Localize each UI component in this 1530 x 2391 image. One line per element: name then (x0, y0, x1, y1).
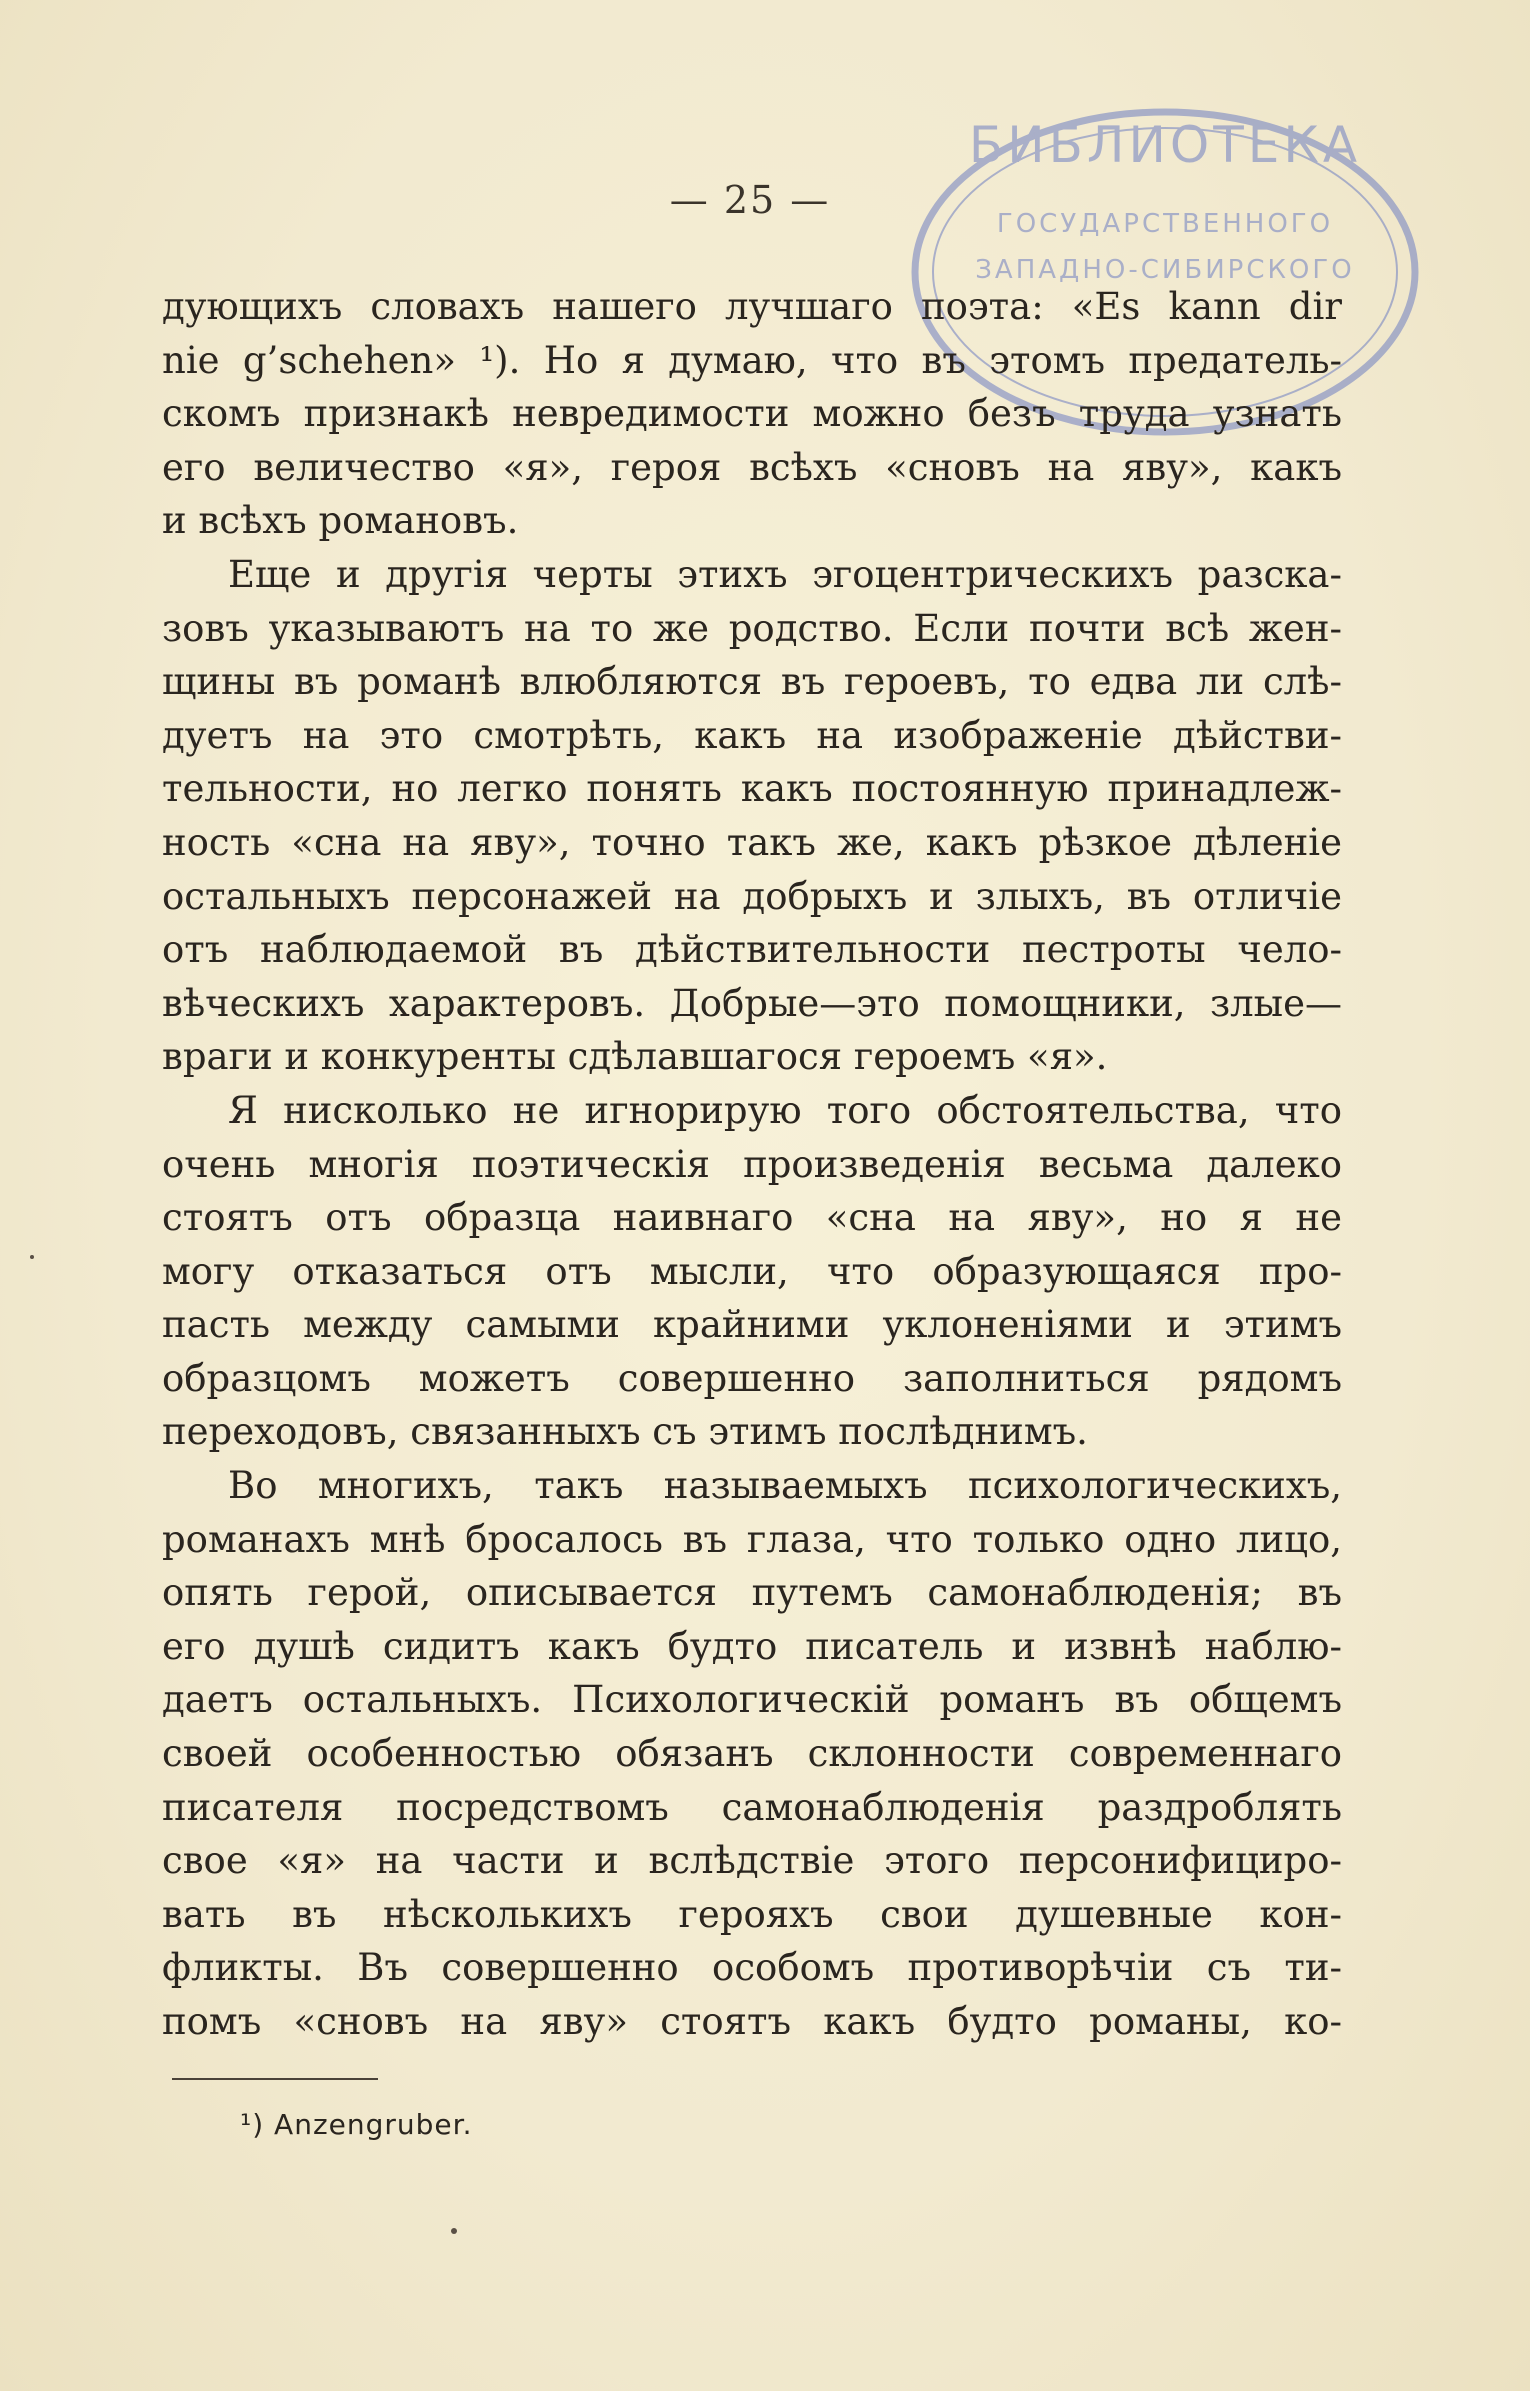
text-line: скомъ признакѣ невредимости можно безъ труда узнать (162, 392, 1342, 436)
text-line: ность «сна на яву», точно такъ же, какъ рѣзкое дѣленіе (162, 820, 1342, 864)
text-line: фликты. Въ совершенно особомъ противорѣчіи съ ти- (162, 1946, 1342, 1990)
stamp-line-1: БИБЛИОТЕКА (968, 116, 1362, 174)
text-line: переходовъ, связанныхъ съ этимъ послѣднимъ. (162, 1410, 1088, 1454)
text-line: даетъ остальныхъ. Психологическій романъ въ общемъ (162, 1678, 1342, 1722)
text-line: стоятъ отъ образца наивнаго «сна на яву», но я не (162, 1196, 1342, 1240)
text-line: вѣческихъ характеровъ. Добрые—это помощники, злые— (162, 981, 1342, 1025)
text-line: опять герой, описывается путемъ самонаблюденія; въ (162, 1571, 1342, 1615)
text-line: щины въ романѣ влюбляются въ героевъ, то едва ли слѣ- (162, 660, 1342, 704)
text-line: Во многихъ, такъ называемыхъ психологическихъ, (228, 1464, 1342, 1508)
text-line: отъ наблюдаемой въ дѣйствительности пестроты чело- (162, 928, 1342, 972)
text-line: nie g’schehen» ¹). Но я думаю, что въ этомъ предатель- (162, 338, 1342, 382)
text-line: и всѣхъ романовъ. (162, 499, 519, 543)
body-text (162, 280, 1342, 2049)
text-line: зовъ указываютъ на то же родство. Если почти всѣ жен- (162, 606, 1342, 650)
text-line: пасть между самыми крайними уклоненіями и этимъ (162, 1303, 1342, 1347)
text-line: враги и конкуренты сдѣлавшагося героемъ «я». (162, 1035, 1108, 1079)
paper-speck (30, 1255, 34, 1259)
footnote-divider (172, 2078, 378, 2080)
text-line: тельности, но легко понять какъ постоянную принадлеж- (162, 767, 1342, 811)
text-line: его душѣ сидитъ какъ будто писатель и извнѣ наблю- (162, 1624, 1342, 1668)
text-line: свое «я» на части и вслѣдствіе этого персонифициро- (162, 1839, 1342, 1883)
page-number: — 25 — (669, 178, 831, 222)
text-line: Я нисколько не игнорирую того обстоятельства, что (228, 1088, 1342, 1132)
text-line: очень многія поэтическія произведенія весьма далеко (162, 1142, 1342, 1186)
text-line: своей особенностью обязанъ склонности современнаго (162, 1732, 1342, 1776)
paper-speck (451, 2228, 457, 2234)
text-line: романахъ мнѣ бросалось въ глаза, что только одно лицо, (162, 1517, 1342, 1561)
text-line: Еще и другія черты этихъ эгоцентрическихъ разска- (228, 552, 1342, 596)
text-line: могу отказаться отъ мысли, что образующаяся про- (162, 1249, 1342, 1293)
text-line: писателя посредствомъ самонаблюденія раздроблять (162, 1785, 1342, 1829)
text-line: дующихъ словахъ нашего лучшаго поэта: «Es kann dir (162, 285, 1342, 328)
text-line: образцомъ можетъ совершенно заполниться рядомъ (162, 1356, 1342, 1400)
text-line: его величество «я», героя всѣхъ «сновъ на яву», какъ (162, 445, 1342, 489)
stamp-line-3: ЗАПАДНО-СИБИРСКОГО (975, 255, 1355, 285)
footnote: ¹) Anzengruber. (240, 2108, 473, 2141)
text-line: вать въ нѣсколькихъ герояхъ свои душевные кон- (162, 1892, 1342, 1936)
stamp-line-2: ГОСУДАРСТВЕННОГО (996, 209, 1334, 239)
text-line: остальныхъ персонажей на добрыхъ и злыхъ, въ отличіе (162, 874, 1342, 918)
text-line: помъ «сновъ на яву» стоятъ какъ будто романы, ко- (162, 2000, 1342, 2043)
text-line: дуетъ на это смотрѣть, какъ на изображеніе дѣйстви- (162, 713, 1342, 757)
